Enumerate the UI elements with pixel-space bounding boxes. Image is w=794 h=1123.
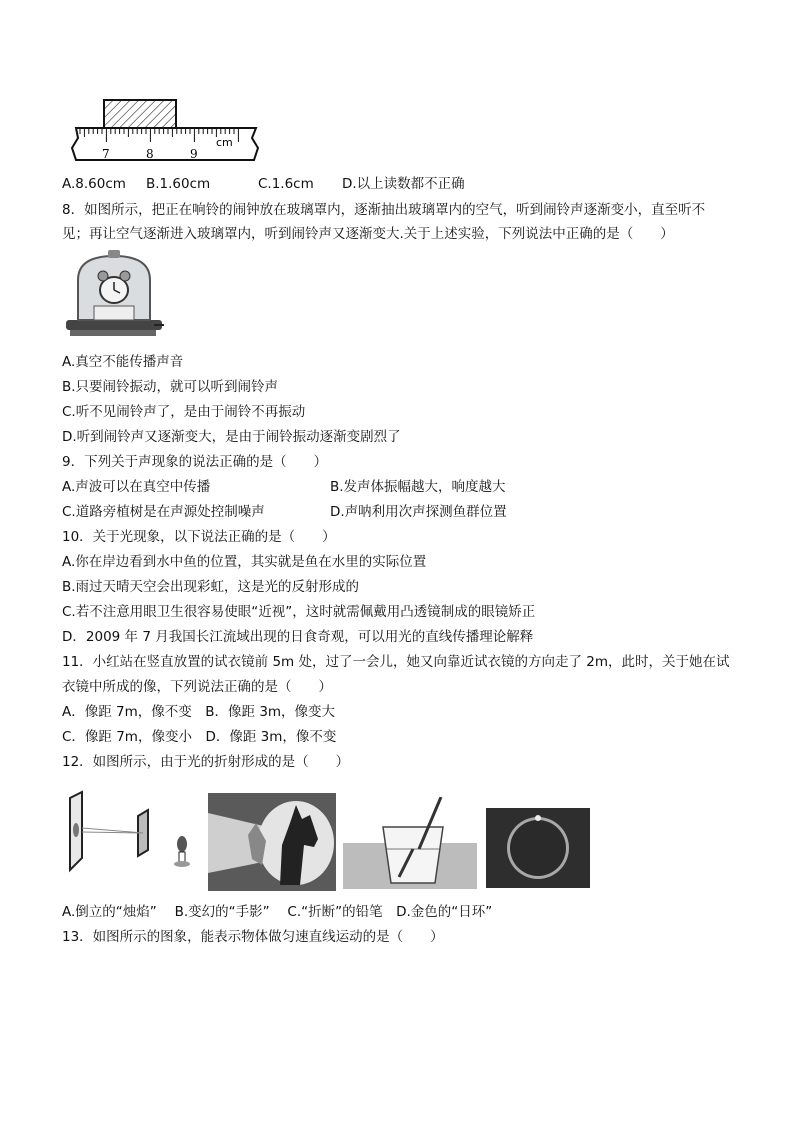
q8-option-a: A.真空不能传播声音 <box>62 354 184 370</box>
q7-option-c: C.1.6cm <box>258 176 314 192</box>
q11-options-row-2: C．像距 7m，像变小 D．像距 3m，像不变 <box>62 729 337 745</box>
measured-block <box>104 100 176 128</box>
q12-question: 12．如图所示，由于光的折射形成的是（ ） <box>62 754 350 770</box>
ruler-tick-label-8: 8 <box>146 147 154 161</box>
q10-option-d: D．2009 年 7 月我国长江流域出现的日食奇观，可以用光的直线传播理论解释 <box>62 629 534 645</box>
q9-option-a: A.声波可以在真空中传播 <box>62 479 211 495</box>
q10-option-a: A.你在岸边看到水中鱼的位置，其实就是鱼在水里的实际位置 <box>62 554 427 570</box>
hand-shadow-image <box>208 793 336 891</box>
ruler-tick-label-7: 7 <box>102 147 110 161</box>
q8-option-c: C.听不见闹铃声了，是由于闹铃不再振动 <box>62 404 306 420</box>
q7-option-b: B.1.60cm <box>146 176 211 192</box>
q8-option-d: D.听到闹铃声又逐渐变大，是由于闹铃振动逐渐变剧烈了 <box>62 429 401 445</box>
pinhole-candle-image <box>66 788 196 880</box>
q9-question: 9．下列关于声现象的说法正确的是（ ） <box>62 454 328 470</box>
ruler-unit-label: cm <box>216 136 233 149</box>
q9-option-c: C.道路旁植树是在声源处控制噪声 <box>62 504 265 520</box>
ruler-tick-label-9: 9 <box>190 147 198 161</box>
q11-options-row-1: A．像距 7m，像不变 B．像距 3m，像变大 <box>62 704 336 720</box>
q13-question: 13．如图所示的图象，能表示物体做匀速直线运动的是（ ） <box>62 929 444 945</box>
q8-option-b: B.只要闹铃振动，就可以听到闹铃声 <box>62 379 279 395</box>
q11-question-line-2: 衣镜中所成的像，下列说法正确的是（ ） <box>62 679 332 695</box>
q10-question: 10．关于光现象，以下说法正确的是（ ） <box>62 529 336 545</box>
q8-question-line-1: 8．如图所示，把正在响铃的闹钟放在玻璃罩内，逐渐抽出玻璃罩内的空气，听到闹铃声逐渐变小，直至听不 <box>62 202 706 218</box>
q7-option-d: D.以上读数都不正确 <box>342 176 465 192</box>
q7-option-a: A.8.60cm <box>62 176 126 192</box>
q11-question-line-1: 11．小红站在竖直放置的试衣镜前 5m 处，过了一会儿，她又向靠近试衣镜的方向走了 2m，此时，关于她在试 <box>62 654 730 670</box>
q10-option-c: C.若不注意用眼卫生很容易使眼“近视”，这时就需佩戴用凸透镜制成的眼镜矫正 <box>62 604 536 620</box>
q12-options: A.倒立的“烛焰” B.变幻的“手影” C.“折断”的铅笔 D.金色的“日环” <box>62 904 493 920</box>
ruler-figure <box>66 96 266 164</box>
bell-jar-alarm-clock-figure <box>64 250 164 344</box>
q8-question-line-2: 见；再让空气逐渐进入玻璃罩内，听到闹铃声又逐渐变大.关于上述实验，下列说法中正确的是（ ） <box>62 226 674 242</box>
q9-option-b: B.发声体振幅越大，响度越大 <box>330 479 506 495</box>
annular-eclipse-image <box>486 808 590 888</box>
pencil-in-glass-image <box>343 797 477 889</box>
q10-option-b: B.雨过天晴天空会出现彩虹，这是光的反射形成的 <box>62 579 360 595</box>
q9-option-d: D.声呐利用次声探测鱼群位置 <box>330 504 507 520</box>
